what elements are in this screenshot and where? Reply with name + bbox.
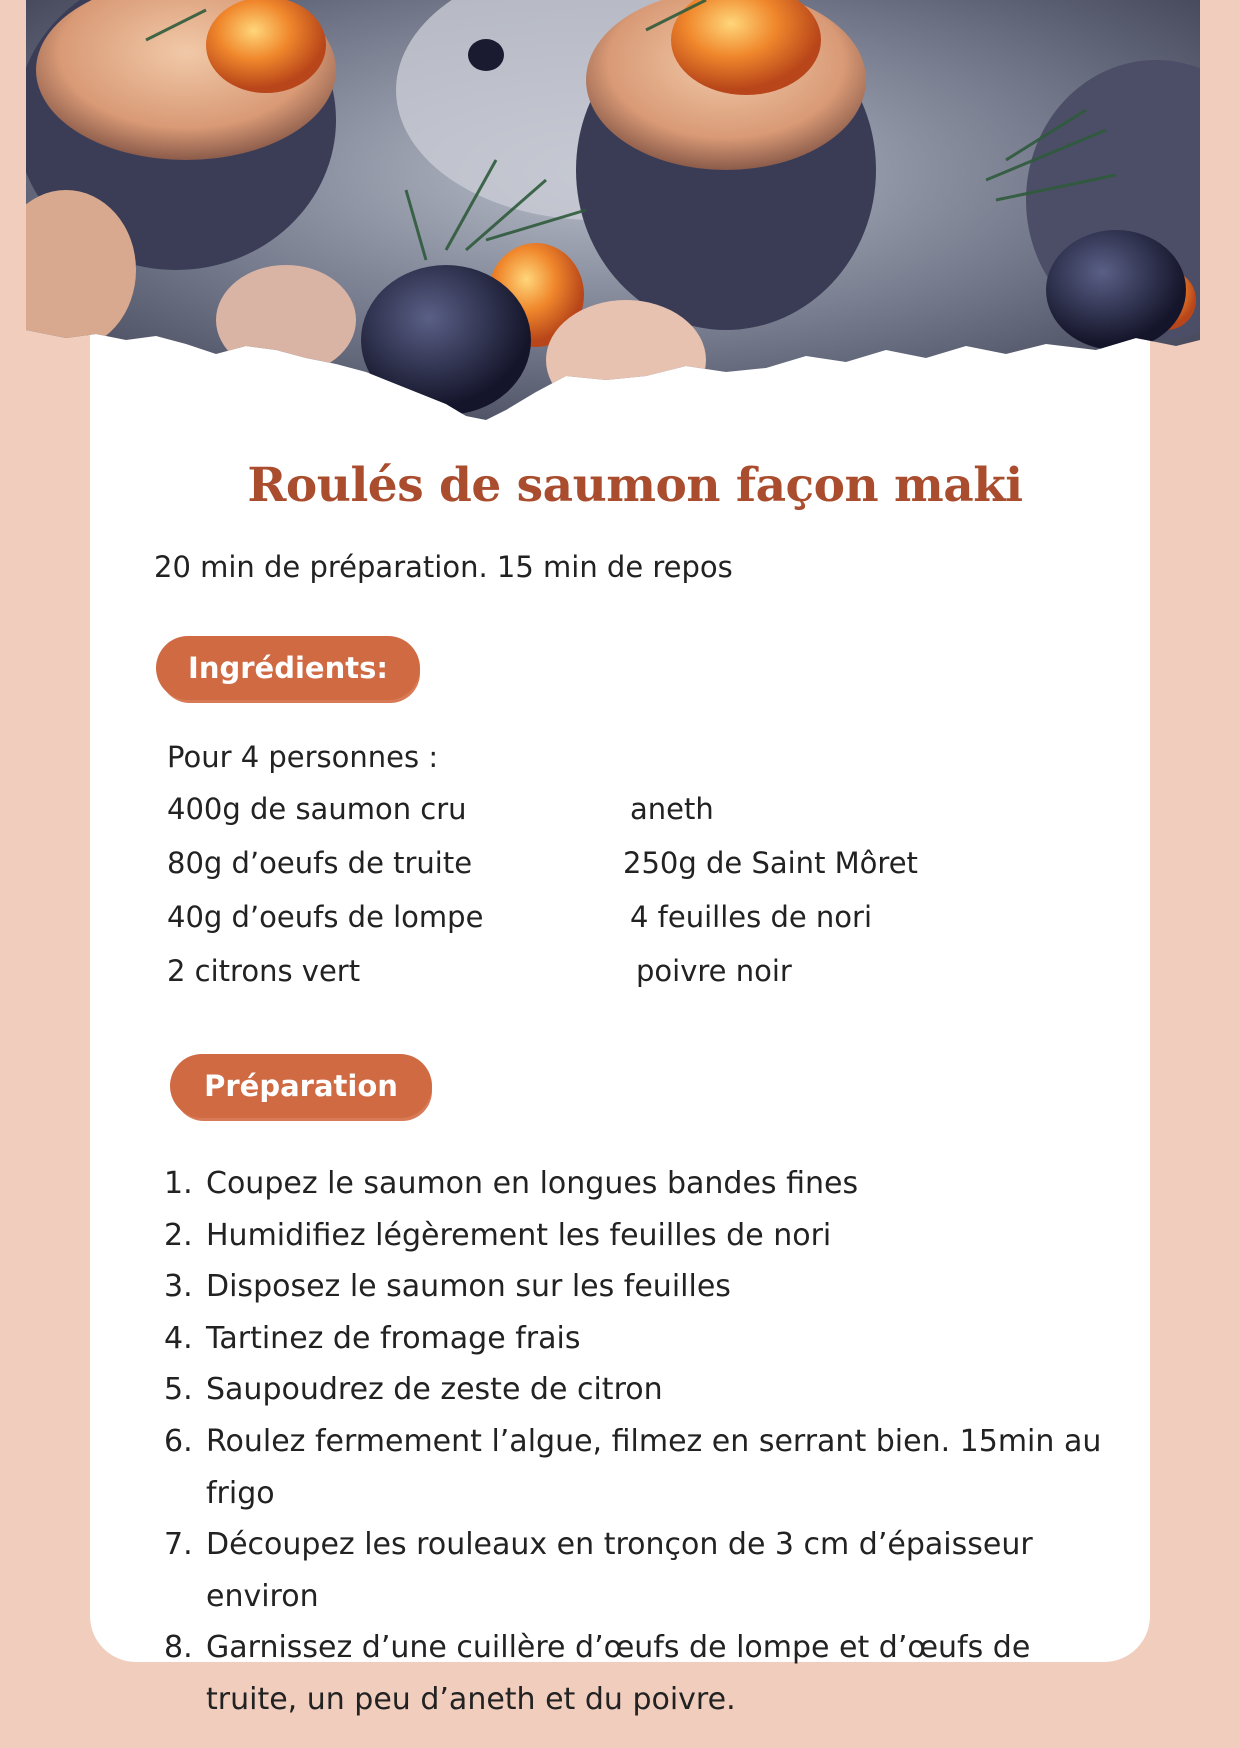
ingredient-item: 250g de Saint Môret	[623, 846, 918, 880]
preparation-steps	[164, 1158, 1104, 1726]
recipe-title: Roulés de saumon façon maki	[247, 458, 1023, 513]
step-item	[164, 1158, 1104, 1210]
step-number: 3.	[164, 1269, 193, 1305]
ingredient-item: aneth	[630, 792, 714, 826]
preparation-heading: Préparation	[170, 1054, 432, 1118]
ingredient-item: 4 feuilles de nori	[630, 900, 873, 934]
step-item	[164, 1210, 1104, 1262]
step-text: Tartinez de fromage frais	[206, 1320, 581, 1356]
step-number: 7.	[164, 1527, 193, 1563]
step-number: 4.	[164, 1320, 193, 1356]
step-number: 1.	[164, 1166, 193, 1201]
ingredient-item: 80g d’oeufs de truite	[167, 846, 473, 880]
step-text: Saupoudrez de zeste de citron	[206, 1372, 663, 1408]
step-text: Découpez les rouleaux en tronçon de 3 cm d’épaisseur environ	[206, 1527, 1033, 1614]
recipe-timing: 20 min de préparation. 15 min de repos	[154, 550, 733, 584]
food-photo	[26, 0, 1200, 430]
ingredient-item: 2 citrons vert	[167, 954, 361, 988]
step-number: 8.	[164, 1630, 193, 1666]
step-text: Garnissez d’une cuillère d’œufs de lompe et d’œufs de truite, un peu d’aneth et du poivre.	[206, 1630, 1031, 1717]
ingredient-item: 40g d’oeufs de lompe	[167, 900, 484, 934]
ingredient-item: 400g de saumon cru	[167, 792, 467, 826]
step-text: Roulez fermement l’algue, filmez en serrant bien. 15min au frigo	[206, 1423, 1102, 1511]
step-item	[164, 1622, 1104, 1725]
step-text: Coupez le saumon en longues bandes fines	[206, 1166, 859, 1201]
step-number: 6.	[164, 1423, 193, 1459]
servings-text: Pour 4 personnes :	[167, 740, 439, 774]
step-number: 5.	[164, 1372, 193, 1408]
step-text: Humidifiez légèrement les feuilles de nori	[206, 1217, 832, 1253]
ingredients-heading: Ingrédients:	[156, 636, 420, 700]
step-item	[164, 1364, 1104, 1416]
step-item	[164, 1313, 1104, 1365]
step-item	[164, 1519, 1104, 1622]
step-text: Disposez le saumon sur les feuilles	[206, 1269, 731, 1305]
step-number: 2.	[164, 1217, 193, 1253]
ingredient-item: poivre noir	[636, 954, 792, 988]
step-item	[164, 1261, 1104, 1313]
step-item	[164, 1416, 1104, 1519]
